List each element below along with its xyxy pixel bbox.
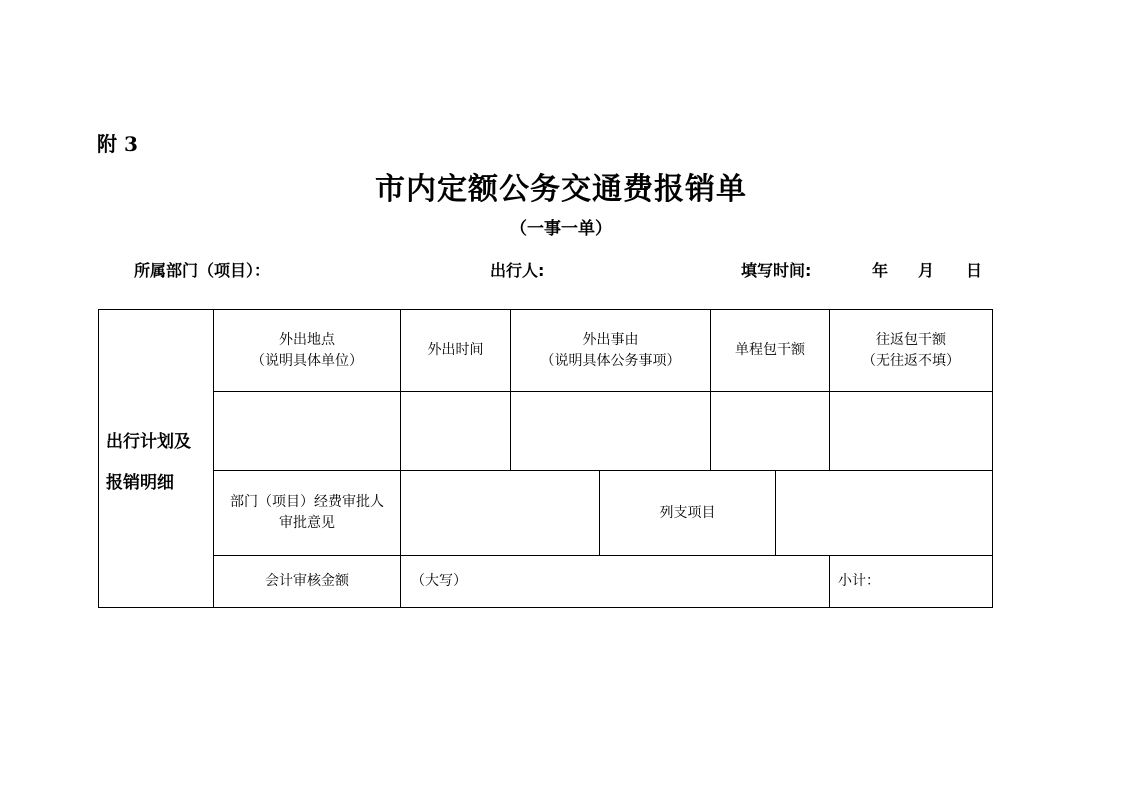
header-destination xyxy=(214,310,400,391)
fill-time-label: 填写时间: xyxy=(741,261,812,280)
header-reason-line1: 外出事由 xyxy=(582,331,639,348)
subtotal-cell[interactable] xyxy=(830,556,992,607)
expense-item-label xyxy=(600,471,775,555)
month-label: 月 xyxy=(918,261,935,280)
day-label: 日 xyxy=(966,261,983,280)
header-oneway xyxy=(711,310,829,391)
row-label-details: 报销明细 xyxy=(106,473,174,493)
approval-label-line1: 部门（项目）经费审批人 xyxy=(230,494,384,510)
approval-label-line2: 审批意见 xyxy=(279,515,335,531)
header-reason-line2: （说明具体公务事项） xyxy=(540,352,681,369)
annex-label: 附 3 xyxy=(97,132,138,156)
detail-oneway-cell[interactable] xyxy=(711,392,829,470)
table-border-right xyxy=(992,309,993,608)
table-border-left xyxy=(98,309,99,608)
header-time xyxy=(401,310,510,391)
header-oneway-text: 单程包干额 xyxy=(735,342,805,358)
detail-roundtrip-cell[interactable] xyxy=(830,392,992,470)
form-title: 市内定额公务交通费报销单 xyxy=(375,172,747,207)
detail-time-cell[interactable] xyxy=(401,392,510,470)
header-roundtrip-line1: 往返包干额 xyxy=(876,331,946,348)
form-subtitle: （一事一单） xyxy=(510,219,612,239)
year-label: 年 xyxy=(872,261,889,280)
header-roundtrip-line2: （无往返不填） xyxy=(862,352,960,369)
expense-item-text: 列支项目 xyxy=(659,504,716,521)
detail-reason-cell[interactable] xyxy=(511,392,710,470)
audit-amount-text: 会计审核金额 xyxy=(265,573,349,589)
header-reason xyxy=(511,310,710,391)
approval-opinion-cell[interactable] xyxy=(401,471,599,555)
expense-item-cell[interactable] xyxy=(776,471,992,555)
audit-amount-label xyxy=(214,556,400,607)
subtotal-label: 小计： xyxy=(838,573,880,589)
department-label: 所属部门（项目）： xyxy=(134,261,271,280)
header-roundtrip xyxy=(830,310,992,391)
table-border-bottom xyxy=(98,607,993,608)
approval-label xyxy=(214,471,400,555)
header-time-text: 外出时间 xyxy=(427,342,484,358)
detail-destination-cell[interactable] xyxy=(214,392,400,470)
header-destination-line2: （说明具体单位） xyxy=(251,352,363,369)
row-label-plan: 出行计划及 xyxy=(106,432,191,452)
traveler-label: 出行人: xyxy=(490,261,545,280)
header-destination-line1: 外出地点 xyxy=(279,331,335,348)
capital-amount-cell[interactable] xyxy=(401,556,829,607)
capital-amount-label: （大写） xyxy=(411,573,467,589)
